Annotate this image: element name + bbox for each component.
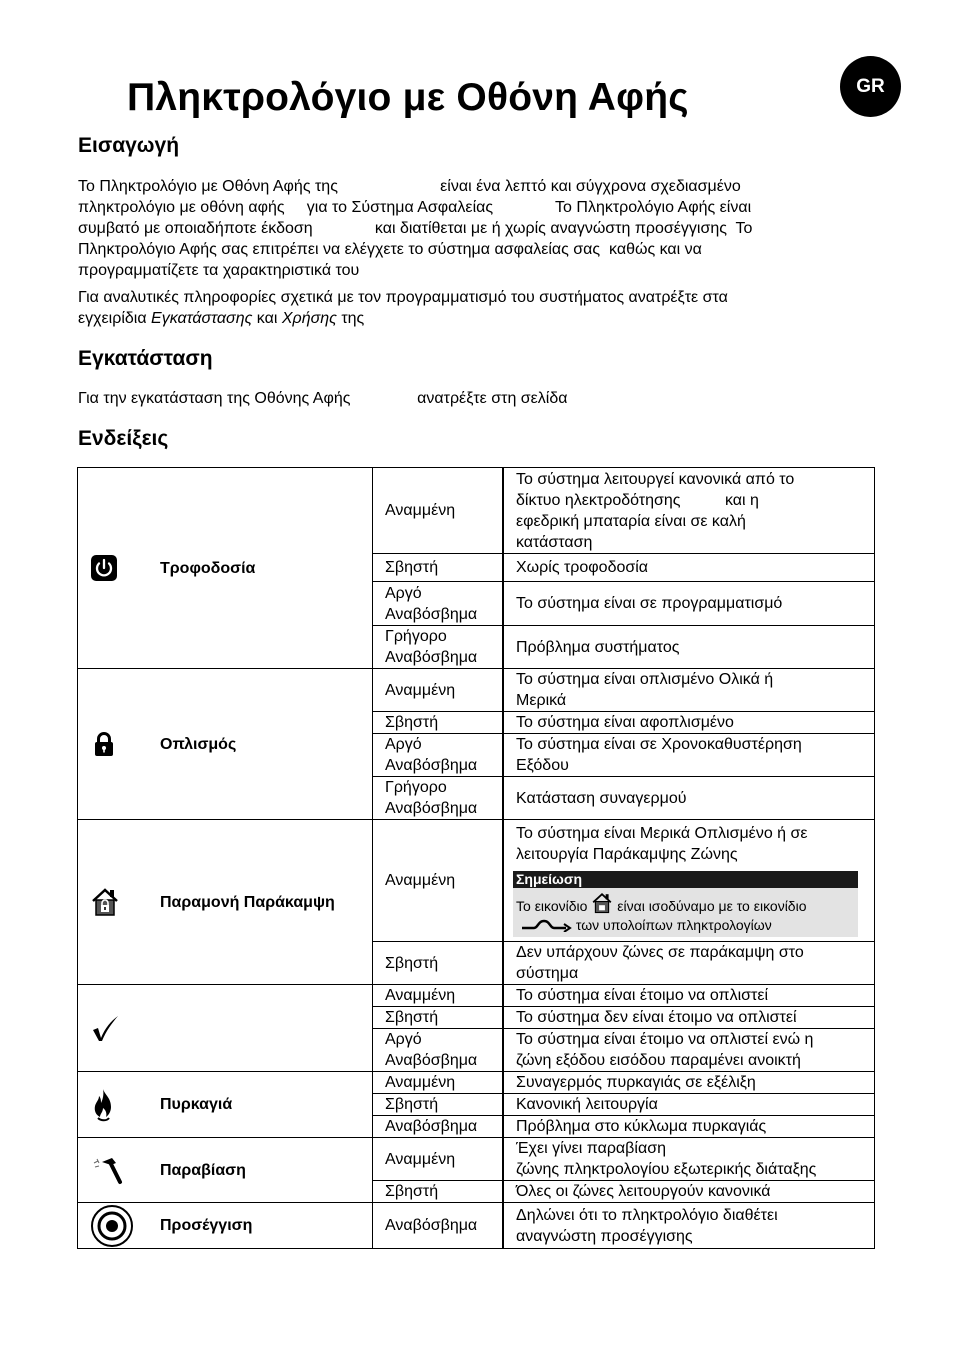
desc-line: εφεδρική μπαταρία είναι σε καλή [516,512,746,530]
bypass-icon [520,918,572,932]
user-manual-ref: Χρήσης [281,310,337,327]
home-lock-icon [90,887,140,917]
state-cell: Αργό Αναβόσβημα [373,582,504,626]
desc-line: ζώνης πληκτρολογίου εξωτερικής διάταξης [516,1161,817,1178]
intro-line: πληκτρολόγιο με οθόνη αφής για το Σύστημα Ασφαλείας Το Πληκτρολόγιο Αφής είναι [78,199,752,216]
desc-line: κατάσταση [516,533,593,551]
state-cell: Σβηστή [373,1007,504,1029]
state-cell: Σβηστή [373,712,504,734]
power-label: Τροφοδοσία [140,468,373,669]
desc-line: Έχει γίνει παραβίαση [516,1140,666,1157]
arm-icon-cell [78,669,141,820]
intro-line: Πληκτρολόγιο Αφής σας επιτρέπει να ελέγχετε το σύστημα ασφαλείας σας καθώς και να [78,241,702,258]
state-cell: Αναμμένη [373,468,504,554]
desc-cell: Κατάσταση συναγερμού [503,777,875,820]
manuals-line [78,308,878,329]
note-title: Σημείωση [513,871,858,888]
install-heading: Εγκατάσταση [78,347,213,370]
fire-label: Πυρκαγιά [140,1072,373,1138]
prox-icon-cell [78,1203,141,1249]
desc-line: σύστημα [516,965,579,982]
desc-cell [503,669,875,712]
indications-heading: Ενδείξεις [78,427,169,450]
state-cell: Σβηστή [373,1181,504,1203]
intro-line: συμβατό με οποιαδήποτε έκδοση και διατίθεται με ή χωρίς αναγνώστη προσέγγισης Το [78,220,753,237]
table-row [78,1138,875,1181]
desc-cell: Το σύστημα είναι σε προγραμματισμό [503,582,875,626]
arm-label: Οπλισμός [140,669,373,820]
power-icon-cell [78,468,141,669]
manuals-text: και [252,310,282,327]
install-paragraph [78,388,878,409]
note-text: Το εικονίδιο [516,897,592,914]
state-cell: Αναμμένη [373,985,504,1007]
manuals-text: εγχειρίδια [78,310,152,327]
manuals-paragraph [78,287,878,329]
desc-line: Το σύστημα λειτουργεί κανονικά από το [516,470,795,488]
manuals-line: Για αναλυτικές πληροφορίες σχετικά με τον προγραμματισμό του συστήματος ανατρέξτε στα [78,289,728,306]
checkmark-icon [90,1013,140,1043]
desc-cell: Πρόβλημα στο κύκλωμα πυρκαγιάς [503,1116,875,1138]
note-text: είναι ισοδύναμο με το εικονίδιο [613,897,807,914]
desc-line: Το σύστημα είναι έτοιμο να οπλιστεί ενώ η [516,1031,814,1048]
desc-cell [503,734,875,777]
fire-icon [90,1088,140,1122]
state-cell: Αργό Αναβόσβημα [373,734,504,777]
page-title: Πληκτρολόγιο με Οθόνη Αφής [127,76,689,119]
language-badge: GR [840,56,901,117]
state-cell: Αργό Αναβόσβημα [373,1029,504,1072]
state-cell: Αναμμένη [373,669,504,712]
proximity-icon [90,1204,140,1248]
table-row [78,985,875,1007]
lock-icon [90,730,140,758]
note-text: των υπολοίπων πληκτρολογίων [572,916,772,933]
desc-cell: Χωρίς τροφοδοσία [503,554,875,582]
desc-line: Μερικά [516,692,567,709]
table-row [78,1072,875,1094]
prox-label: Προσέγγιση [140,1203,373,1249]
desc-line: Το σύστημα είναι Μερικά Οπλισμένο ή σε [516,824,808,842]
ready-icon-cell [78,985,141,1072]
indications-table [77,467,875,1249]
installation-manual-ref: Εγκατάστασης [151,310,253,327]
home-lock-icon [591,892,613,914]
tamper-label: Παραβίαση [140,1138,373,1203]
tamper-icon-cell [78,1138,141,1203]
note-body [513,888,858,937]
desc-cell [503,468,875,554]
intro-heading: Εισαγωγή [78,134,180,157]
state-cell: Αναμμένη [373,820,504,942]
desc-cell: Όλες οι ζώνες λειτουργούν κανονικά [503,1181,875,1203]
table-row [78,468,875,554]
intro-line: προγραμματίζετε τα χαρακτηριστικά του [78,262,360,279]
desc-line: Το σύστημα είναι σε Χρονοκαθυστέρηση [516,736,802,753]
desc-line: ζώνη εξόδου εισόδου παραμένει ανοικτή [516,1052,801,1069]
desc-cell [503,1029,875,1072]
state-cell: Σβηστή [373,942,504,985]
desc-cell: Το σύστημα δεν είναι έτοιμο να οπλιστεί [503,1007,875,1029]
power-icon [90,554,140,582]
desc-line: Εξόδου [516,757,569,774]
ready-label [140,985,373,1072]
table-row [78,1203,875,1249]
stay-label: Παραμονή Παράκαμψη [140,820,373,985]
state-cell: Σβηστή [373,554,504,582]
table-row [78,820,875,942]
state-cell: Αναβόσβημα [373,1116,504,1138]
desc-line: δίκτυο ηλεκτροδότησης και η [516,491,759,509]
state-cell: Γρήγορο Αναβόσβημα [373,626,504,669]
desc-cell: Το σύστημα είναι αφοπλισμένο [503,712,875,734]
desc-line: Το σύστημα είναι οπλισμένο Ολικά ή [516,671,774,688]
state-cell: Αναμμένη [373,1138,504,1181]
state-cell: Γρήγορο Αναβόσβημα [373,777,504,820]
desc-cell: Το σύστημα είναι έτοιμο να οπλιστεί [503,985,875,1007]
desc-cell [503,1203,875,1249]
desc-cell [503,820,875,942]
table-row [78,669,875,712]
desc-cell [503,1138,875,1181]
hammer-icon [90,1155,140,1185]
manuals-text: της [336,310,365,327]
desc-cell: Πρόβλημα συστήματος [503,626,875,669]
desc-line: λειτουργία Παράκαμψης Ζώνης [516,845,738,863]
state-cell: Αναβόσβημα [373,1203,504,1249]
desc-line: αναγνώστη προσέγγισης [516,1227,693,1245]
desc-cell [503,942,875,985]
intro-line: Το Πληκτρολόγιο με Οθόνη Αφής της είναι ένα λεπτό και σύγχρονα σχεδιασμένο [78,178,741,195]
fire-icon-cell [78,1072,141,1138]
intro-paragraph [78,176,878,281]
desc-cell: Κανονική λειτουργία [503,1094,875,1116]
install-line: Για την εγκατάσταση της Οθόνης Αφής ανατρέξτε στη σελίδα [78,390,568,407]
state-cell: Σβηστή [373,1094,504,1116]
state-cell: Αναμμένη [373,1072,504,1094]
desc-line: Δεν υπάρχουν ζώνες σε παράκαμψη στο [516,944,804,961]
desc-line: Δηλώνει ότι το πληκτρολόγιο διαθέτει [516,1206,778,1224]
stay-icon-cell [78,820,141,985]
desc-cell: Συναγερμός πυρκαγιάς σε εξέλιξη [503,1072,875,1094]
